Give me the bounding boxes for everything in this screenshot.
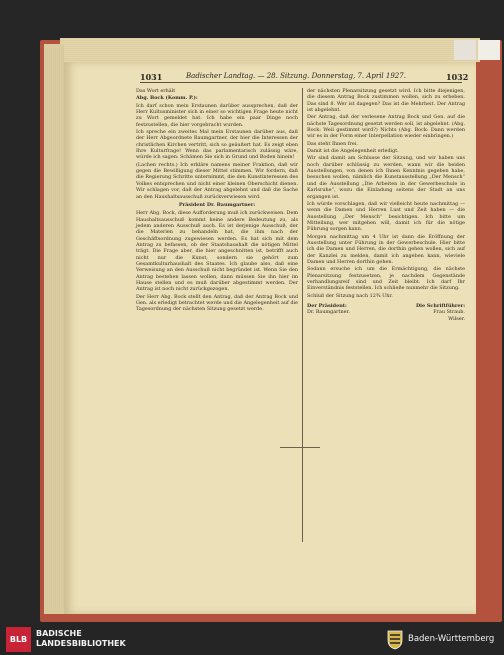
left-paragraph: Präsident Dr. Baumgartner: [178,201,256,208]
page-stack-left [44,44,64,614]
right-text-column [307,88,465,322]
left-text-column [136,88,298,314]
secretary-name-2: Wilser. [448,315,465,322]
right-paragraphs [307,88,465,299]
left-paragraph: Abg. Bock (Komm. P.): [136,95,198,102]
right-paragraph: Morgen nachmittag um 4 Uhr ist dann die Eröffnung der Ausstellung unter Führung in der Gewerbeschule. Hier bitte ich die Damen und Herren, die dorthin gehen wollen, sich auf der Kanzlei zu melden, damit ich angeben kann, wieviele Damen und Herren dorthin gehen. [307,233,465,265]
page-number-right: 1032 [446,72,469,82]
left-paragraph: (Lachen rechts.) Ich erkläre namens meiner Fraktion, daß wir gegen die Bewilligung dieser Mittel stimmen. Wir fordern, daß die Regierung Schritte unternimmt, die den Kunstinteressen des Volkes entsprechen und nicht einer kleinen Oberschicht dienen. Wir schlagen vor, daß der Antrag abgelehnt und daß die Sache an den Haushaltsausschuß zurückverwiesen wird. [136,161,298,200]
president-name: Dr. Baumgartner. [307,309,350,316]
left-paragraph: Der Herr Abg. Bock stellt den Antrag, daß der Antrag Bock und Gen. als erledigt betrachtet werde und die Angelegenheit auf die Tagesordnung der nächsten Sitzung gesetzt werde. [136,293,298,313]
library-name-line1: BADISCHE [36,629,82,638]
library-name[interactable] [36,629,126,649]
secretary-name-1: Frau Straub. [433,309,465,316]
left-paragraph: Ich darf schon mein Erstaunen darüber aussprechen, daß der Herr Kultusminister sich in einer so wichtigen Frage heute nicht zu Wort gemeldet hat. Ich habe ein paar Dinge noch festzustellen, die hier vorgebracht wurden. [136,102,298,128]
library-name-line2: LANDESBIBLIOTHEK [36,639,126,648]
president-role: Der Präsident: [307,303,347,309]
right-paragraph: Das steht Ihnen frei. [307,140,358,147]
page-number-left: 1031 [140,72,163,82]
right-paragraph: Ich würde vorschlagen, daß wir vielleicht heute nachmittag — wenn die Damen und Herren Lust und Zeit haben — die Ausstellung „Der Mensch“ besichtigen. Ich bitte um Mitteilung, wer mitgehen will, damit ich für die nötige Führung sorgen kann. [307,200,465,233]
secretary-name-2-row [307,316,465,322]
book-gutter [478,40,500,60]
bw-coat-of-arms-icon [384,628,406,650]
right-paragraph: Wir sind damit am Schlusse der Sitzung, und wir haben uns noch darüber schlüssig zu werden, wann wir die beiden Ausstellungen, von denen ich Ihnen Kenntnis gegeben habe, besuchen wollen, nämlich die Kunstausstellung „Der Mensch“ und die Ausstellung „Die Arbeiten in der Gewerbeschule in Karlsruhe“, wozu die Einladung seitens der Stadt an uns ergangen ist. [307,155,465,200]
right-paragraph: Damit ist die Angelegenheit erledigt. [307,148,399,155]
right-paragraph: Der Antrag, daß der verlesene Antrag Bock und Gen. auf die nächste Tagesordnung gesetzt werden soll, ist abgelehnt. (Abg. Bock: Weil gestimmt wird?) Nichts (Abg. Bock: Dann werden wir es in der Form einer Interpellation wieder einbringen.) [307,114,465,140]
left-paragraph: Das Wort erhält [136,88,176,94]
page-stack-top [60,38,480,62]
book-ribbon [454,40,476,60]
blb-logo[interactable]: BLB [6,627,31,652]
right-paragraph: Sodann ersuche ich um die Ermächtigung, die nächste Plenarsitzung festzusetzen, je nachdem Gegenstände verhandlungsreif sind und Zeit bleibt. Ich darf Ihr Einverständnis feststellen. Ich schließe nunmehr die Sitzung. [307,266,465,292]
secretaries-role: Die Schriftführer: [415,303,465,309]
header-rule [140,82,462,83]
running-header: Badischer Landtag. — 28. Sitzung. Donnerstag, 7. April 1927. [186,72,406,80]
column-divider [302,88,303,542]
right-paragraph: der nächsten Plenarsitzung gesetzt wird. Ich bitte diejenigen, die diesem Antrag Bock zustimmen wollen, sich zu erheben. Das sind 8. Wer ist dagegen? Das ist die Mehrheit. Der Antrag ist abgelehnt. [307,88,465,114]
state-name[interactable]: Baden-Württemberg [408,634,495,644]
end-rule [280,447,320,448]
right-paragraph: Schluß der Sitzung nach 12¾ Uhr. [307,292,393,299]
left-paragraph: Ich spreche ein zweites Mal mein Erstaunen darüber aus, daß der Herr Abgeordnete Baumgartner, der hier die Interessen der christlichen Kirchen vertritt, sich so geäußert hat. Es zeigt eben Ihre Kulturfrage! Wenn das parlamentarisch zulässig wäre, würde ich sagen: Schämen Sie sich in Grund und Boden hinein! [136,129,298,161]
left-paragraph: Herr Abg. Bock, diese Aufforderung muß ich zurückweisen. Dem Haushaltsausschuß kommt keine andere Bedeutung zu, als jedem anderen Ausschuß auch. Es ist derjenige Ausschuß, der die Materien zu behandeln hat, die ihm nach der Geschäftsordnung zugewiesen werden. Es hat sich mit dem Antrag zu befassen, ob der Staatshaushalt die nötigen Mittel trägt. Die Frage aber, die hier angeschnitten ist, betrifft auch nicht nur die Kunst, sondern sie gehört zum Gesamtkulturhaushalt des Staates. Ich glaube also, daß eine Verweisung an den Ausschuß nicht begründet ist. Wenn Sie den Antrag bestehen lassen wollen, dann müssen Sie ihn hier im Hause stellen und es muß darüber abgestimmt werden. Der Antrag ist noch nicht zurückgezogen. [136,210,298,293]
